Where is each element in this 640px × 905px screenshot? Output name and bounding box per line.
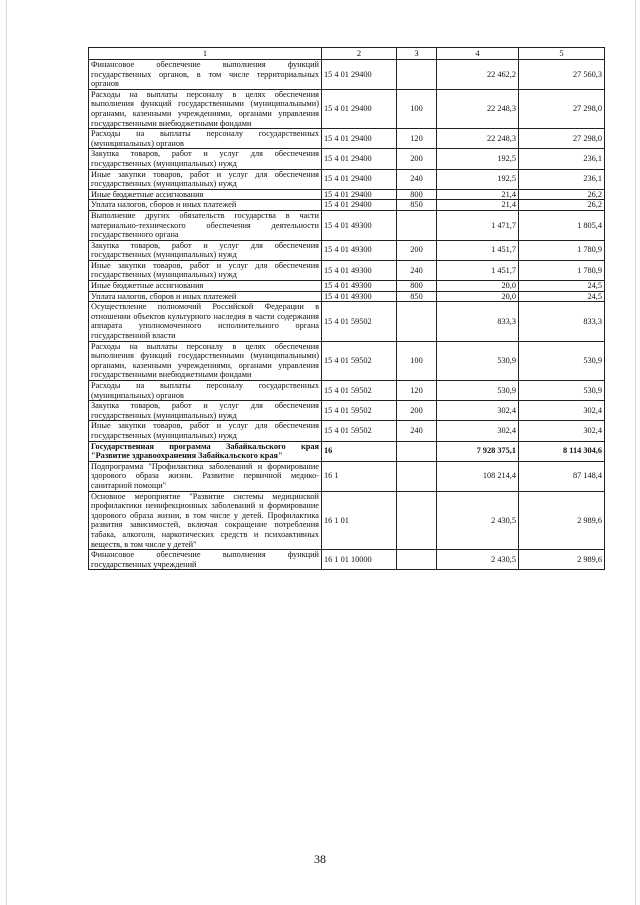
- header-col-1: 1: [89, 48, 322, 60]
- row-amount-2: 1 780,9: [519, 260, 605, 280]
- row-amount-2: 2 989,6: [519, 550, 605, 570]
- row-amount-1: 22 248,3: [437, 89, 519, 128]
- table-body: [89, 60, 605, 570]
- row-description: Закупка товаров, работ и услуг для обеспечения государственных (муниципальных) нужд: [89, 401, 322, 421]
- row-code: 15 4 01 29400: [322, 149, 397, 169]
- table-row: [89, 200, 605, 211]
- row-amount-2: 26,2: [519, 200, 605, 211]
- table-row: [89, 302, 605, 341]
- row-expense-type: 800: [397, 281, 437, 292]
- row-amount-2: 530,9: [519, 341, 605, 380]
- row-amount-1: 1 471,7: [437, 210, 519, 240]
- row-amount-2: 236,1: [519, 149, 605, 169]
- row-amount-2: 24,5: [519, 291, 605, 302]
- row-amount-2: 24,5: [519, 281, 605, 292]
- page-number: 38: [314, 852, 326, 866]
- row-amount-2: 8 114 304,6: [519, 441, 605, 461]
- row-amount-2: 27 298,0: [519, 129, 605, 149]
- row-description: Государственная программа Забайкальского края "Развитие здравоохранения Забайкальского края": [89, 441, 322, 461]
- table-row: [89, 169, 605, 189]
- row-expense-type: [397, 550, 437, 570]
- row-expense-type: 850: [397, 200, 437, 211]
- row-amount-2: 1 780,9: [519, 240, 605, 260]
- row-description: Выполнение других обязательств государства в части материально-технического обеспечения деятельности государственного органа: [89, 210, 322, 240]
- row-code: 16 1: [322, 461, 397, 491]
- row-description: Финансовое обеспечение выполнения функций государственных учреждений: [89, 550, 322, 570]
- row-code: 15 4 01 29400: [322, 60, 397, 90]
- row-expense-type: [397, 491, 437, 550]
- table-row: [89, 189, 605, 200]
- row-amount-1: 108 214,4: [437, 461, 519, 491]
- row-code: 15 4 01 59502: [322, 341, 397, 380]
- row-amount-2: 27 560,3: [519, 60, 605, 90]
- row-code: 15 4 01 49300: [322, 281, 397, 292]
- row-expense-type: 120: [397, 129, 437, 149]
- row-expense-type: 200: [397, 149, 437, 169]
- row-description: Уплата налогов, сборов и иных платежей: [89, 200, 322, 211]
- row-description: Осуществление полномочий Российской Федерации в отношении объектов культурного наследия в части содержания аппарата уполномоченного исполнительного органа государственной власти: [89, 302, 322, 341]
- row-code: 15 4 01 29400: [322, 200, 397, 211]
- table-row: [89, 240, 605, 260]
- header-col-2: 2: [322, 48, 397, 60]
- row-amount-2: 833,3: [519, 302, 605, 341]
- row-expense-type: [397, 302, 437, 341]
- row-amount-1: 22 248,3: [437, 129, 519, 149]
- table-row: [89, 260, 605, 280]
- table-row: [89, 341, 605, 380]
- table-row: [89, 381, 605, 401]
- row-code: 16 1 01 10000: [322, 550, 397, 570]
- row-amount-1: 2 430,5: [437, 491, 519, 550]
- row-description: Иные бюджетные ассигнования: [89, 189, 322, 200]
- row-amount-2: 87 148,4: [519, 461, 605, 491]
- row-code: 15 4 01 59502: [322, 421, 397, 441]
- header-col-5: 5: [519, 48, 605, 60]
- row-amount-1: 21,4: [437, 200, 519, 211]
- row-description: Иные закупки товаров, работ и услуг для обеспечения государственных (муниципальных) нужд: [89, 260, 322, 280]
- row-expense-type: 120: [397, 381, 437, 401]
- row-description: Расходы на выплаты персоналу в целях обеспечения выполнения функций государственными (муниципальными) органами, казенными учреждениями, органами управления государственными внебюджетными фондами: [89, 341, 322, 380]
- row-description: Подпрограмма "Профилактика заболеваний и формирование здорового образа жизни. Развитие первичной медико-санитарной помощи": [89, 461, 322, 491]
- row-description: Иные бюджетные ассигнования: [89, 281, 322, 292]
- row-code: 15 4 01 29400: [322, 169, 397, 189]
- table-row: [89, 129, 605, 149]
- row-code: 15 4 01 59502: [322, 381, 397, 401]
- row-amount-1: 20,0: [437, 291, 519, 302]
- row-amount-1: 22 462,2: [437, 60, 519, 90]
- row-description: Основное мероприятие "Развитие системы медицинской профилактики неинфекционных заболеваний и формирование здорового образа жизни, в том числе у детей. Профилактика развития зависимостей, включая сокращение потребления табака, алкоголя, наркотических средств и психоактивных веществ, в том числе у детей": [89, 491, 322, 550]
- row-description: Финансовое обеспечение выполнения функций государственных органов, в том числе территориальных органов: [89, 60, 322, 90]
- header-row: [89, 48, 605, 60]
- table-row: [89, 281, 605, 292]
- table-row: [89, 421, 605, 441]
- row-code: 15 4 01 49300: [322, 291, 397, 302]
- table-row: [89, 291, 605, 302]
- row-amount-1: 833,3: [437, 302, 519, 341]
- row-code: 15 4 01 29400: [322, 189, 397, 200]
- table-row: [89, 441, 605, 461]
- row-amount-2: 302,4: [519, 421, 605, 441]
- page-edge-left: [6, 0, 7, 905]
- row-amount-2: 2 989,6: [519, 491, 605, 550]
- row-expense-type: 850: [397, 291, 437, 302]
- row-expense-type: 200: [397, 401, 437, 421]
- row-amount-1: 21,4: [437, 189, 519, 200]
- row-expense-type: 200: [397, 240, 437, 260]
- row-expense-type: [397, 441, 437, 461]
- row-description: Закупка товаров, работ и услуг для обеспечения государственных (муниципальных) нужд: [89, 149, 322, 169]
- table-row: [89, 210, 605, 240]
- row-expense-type: 100: [397, 341, 437, 380]
- table-row: [89, 60, 605, 90]
- row-expense-type: 240: [397, 260, 437, 280]
- row-code: 15 4 01 29400: [322, 89, 397, 128]
- table-row: [89, 89, 605, 128]
- row-amount-2: 530,9: [519, 381, 605, 401]
- row-code: 15 4 01 49300: [322, 240, 397, 260]
- page-edge-right: [635, 0, 636, 905]
- budget-table: [88, 47, 605, 570]
- row-amount-1: 302,4: [437, 401, 519, 421]
- row-expense-type: 800: [397, 189, 437, 200]
- row-amount-1: 20,0: [437, 281, 519, 292]
- row-description: Иные закупки товаров, работ и услуг для обеспечения государственных (муниципальных) нужд: [89, 421, 322, 441]
- row-description: Уплата налогов, сборов и иных платежей: [89, 291, 322, 302]
- row-amount-1: 530,9: [437, 341, 519, 380]
- row-expense-type: 240: [397, 421, 437, 441]
- row-description: Расходы на выплаты персоналу в целях обеспечения выполнения функций государственными (муниципальными) органами, казенными учреждениями, органами управления государственными внебюджетными фондами: [89, 89, 322, 128]
- row-expense-type: 240: [397, 169, 437, 189]
- row-amount-2: 26,2: [519, 189, 605, 200]
- row-code: 15 4 01 59502: [322, 302, 397, 341]
- table-row: [89, 149, 605, 169]
- row-code: 15 4 01 59502: [322, 401, 397, 421]
- row-amount-2: 1 805,4: [519, 210, 605, 240]
- row-code: 16: [322, 441, 397, 461]
- row-expense-type: [397, 461, 437, 491]
- row-amount-1: 192,5: [437, 169, 519, 189]
- row-description: Иные закупки товаров, работ и услуг для обеспечения государственных (муниципальных) нужд: [89, 169, 322, 189]
- row-code: 15 4 01 49300: [322, 210, 397, 240]
- row-code: 16 1 01: [322, 491, 397, 550]
- table-row: [89, 401, 605, 421]
- row-description: Закупка товаров, работ и услуг для обеспечения государственных (муниципальных) нужд: [89, 240, 322, 260]
- row-code: 15 4 01 29400: [322, 129, 397, 149]
- row-amount-1: 1 451,7: [437, 240, 519, 260]
- row-expense-type: [397, 210, 437, 240]
- row-amount-2: 236,1: [519, 169, 605, 189]
- row-amount-1: 192,5: [437, 149, 519, 169]
- row-amount-1: 302,4: [437, 421, 519, 441]
- row-expense-type: 100: [397, 89, 437, 128]
- row-code: 15 4 01 49300: [322, 260, 397, 280]
- header-col-4: 4: [437, 48, 519, 60]
- table-row: [89, 461, 605, 491]
- row-amount-1: 530,9: [437, 381, 519, 401]
- row-amount-1: 1 451,7: [437, 260, 519, 280]
- header-col-3: 3: [397, 48, 437, 60]
- row-expense-type: [397, 60, 437, 90]
- row-amount-1: 7 928 375,1: [437, 441, 519, 461]
- row-amount-2: 27 298,0: [519, 89, 605, 128]
- row-amount-1: 2 430,5: [437, 550, 519, 570]
- row-description: Расходы на выплаты персоналу государственных (муниципальных) органов: [89, 129, 322, 149]
- table-row: [89, 491, 605, 550]
- row-amount-2: 302,4: [519, 401, 605, 421]
- table-row: [89, 550, 605, 570]
- row-description: Расходы на выплаты персоналу государственных (муниципальных) органов: [89, 381, 322, 401]
